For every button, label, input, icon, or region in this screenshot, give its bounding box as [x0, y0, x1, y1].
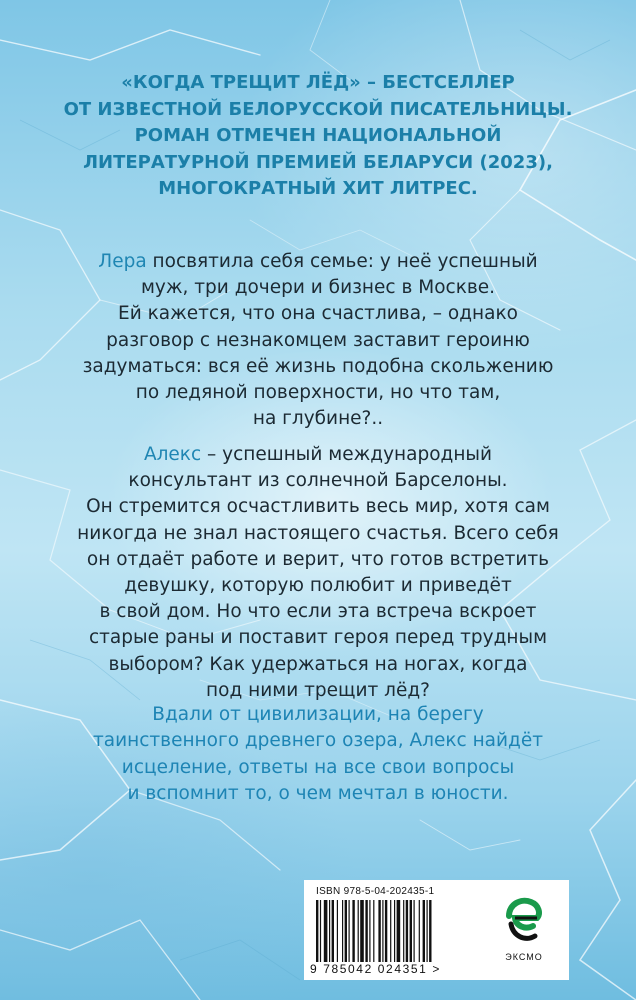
character-name: Лера: [98, 251, 147, 272]
paragraph-line: исцеление, ответы на все свои вопросы: [121, 756, 515, 778]
publisher-name: ЭКСМО: [505, 952, 543, 962]
paragraph-line: никогда не знал настоящего счастья. Всего себя: [77, 522, 559, 544]
paragraph-line: в свой дом. Но что если эта встреча вскроет: [99, 601, 537, 623]
character-name: Алекс: [143, 444, 202, 465]
headline-line: «КОГДА ТРЕЩИТ ЛЁД» – БЕСТСЕЛЛЕР: [121, 72, 515, 93]
paragraph-line: задуматься: вся её жизнь подобна скольжению: [82, 355, 554, 377]
headline-line: МНОГОКРАТНЫЙ ХИТ ЛИТРЕС.: [158, 178, 478, 199]
paragraph-line: Вдали от цивилизации, на берегу: [152, 704, 484, 725]
eksmo-logo-icon: [501, 894, 547, 946]
paragraph-line: таинственного древнего озера, Алекс найдёт: [93, 730, 543, 752]
paragraph-line: выбором? Как удержаться на ногах, когда: [108, 653, 528, 675]
paragraph-line: под ними трещит лёд?: [206, 679, 430, 701]
paragraph-text: посвятила себя семье: у неё успешный: [146, 251, 538, 272]
paragraph-line: муж, три дочери и бизнес в Москве.: [140, 277, 496, 299]
paragraph-line: девушку, которую полюбит и приведёт: [124, 575, 512, 597]
paragraph-line: старые раны и поставит героя перед трудным: [88, 627, 548, 649]
barcode-icon: [314, 900, 474, 962]
barcode-panel: [304, 880, 569, 980]
paragraph-lera: [0, 249, 636, 432]
isbn-number: ISBN 978-5-04-202435-1: [316, 886, 435, 897]
paragraph-line: и вспомнит то, о чем мечтал в юности.: [127, 783, 509, 805]
paragraph-line: Ей кажется, что она счастлива, – однако: [118, 303, 518, 325]
barcode-digits: 9 785042 024351 >: [310, 962, 441, 976]
headline: [0, 70, 636, 203]
paragraph-line: консультант из солнечной Барселоны.: [128, 470, 508, 492]
paragraph-closing: [0, 702, 636, 808]
paragraph-alex: [0, 442, 636, 704]
headline-line: ОТ ИЗВЕСТНОЙ БЕЛОРУССКОЙ ПИСАТЕЛЬНИЦЫ.: [63, 98, 573, 120]
paragraph-text: – успешный международный: [201, 444, 493, 465]
paragraph-line: по ледяной поверхности, но что там,: [135, 382, 501, 404]
publisher-logo: [488, 894, 560, 962]
paragraph-line: [0, 249, 636, 275]
paragraph-line: Он стремится осчастливить весь мир, хотя сам: [86, 496, 550, 518]
paragraph-line: [0, 442, 636, 468]
paragraph-line: он отдаёт работе и верит, что готов встретить: [86, 548, 550, 570]
headline-line: ЛИТЕРАТУРНОЙ ПРЕМИЕЙ БЕЛАРУСИ (2023),: [83, 151, 553, 173]
paragraph-line: разговор с незнакомцем заставит героиню: [106, 329, 530, 351]
paragraph-line: на глубине?..: [252, 408, 384, 430]
headline-line: РОМАН ОТМЕЧЕН НАЦИОНАЛЬНОЙ: [134, 125, 502, 146]
